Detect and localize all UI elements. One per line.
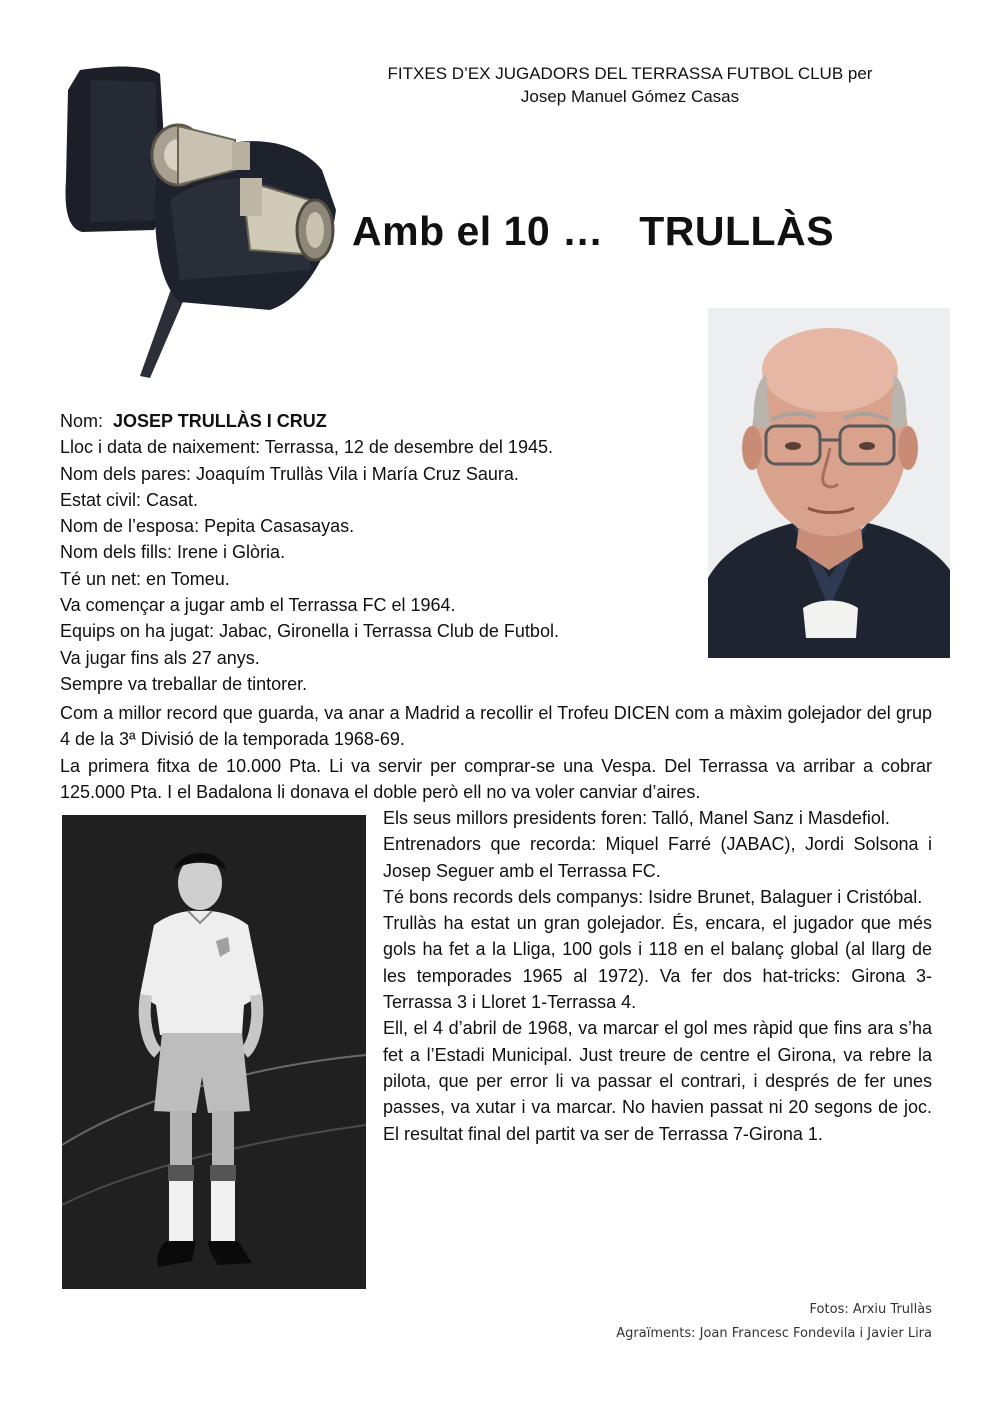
name-row bbox=[60, 408, 700, 434]
info-line: Va començar a jugar amb el Terrassa FC el 1964. bbox=[60, 595, 456, 616]
paragraph-entrenadors: Entrenadors que recorda: Miquel Farré (JABAC), Jordi Solsona i Josep Seguer amb el Terrassa FC. bbox=[383, 834, 932, 881]
header-line-2: Josep Manuel Gómez Casas bbox=[520, 87, 740, 106]
info-line: Sempre va treballar de tintorer. bbox=[60, 673, 308, 694]
name-label: Nom: bbox=[60, 411, 104, 431]
info-line: Té un net: en Tomeu. bbox=[60, 568, 230, 589]
info-line: Nom de l’esposa: Pepita Casasayas. bbox=[60, 516, 355, 537]
record-section bbox=[60, 700, 932, 805]
header-line-1: FITXES D’EX JUGADORS DEL TERRASSA FUTBOL CLUB per bbox=[387, 64, 873, 83]
paragraph-gol-rapid: Ell, el 4 d’abril de 1968, va marcar el gol mes ràpid que fins ara s’ha fet a l’Estadi Municipal. Just treure de centre el Girona, va rebre la pilota, que per error li va passar el contrari, i després de fer unes passes, va xutar i va marcar. No havien passat ni 20 segons de joc. El resultat final del partit va ser de Terrassa 7-Girona 1. bbox=[383, 1018, 932, 1144]
paragraph-companys: Té bons records dels companys: Isidre Brunet, Balaguer i Cristóbal. bbox=[383, 886, 923, 907]
paragraph-fitxa: La primera fitxa de 10.000 Pta. Li va servir per comprar-se una Vespa. Del Terrassa va arribar a cobrar 125.000 Pta. I el Badalona li donava el doble però ell no va voler canviar d’aires. bbox=[60, 755, 932, 802]
megaphone-speaker-icon bbox=[60, 60, 350, 380]
credits bbox=[412, 1298, 932, 1346]
paragraph-golejador: Trullàs ha estat un gran golejador. És, encara, el jugador que més gols ha fet a la Lliga, 100 gols i 118 en el balanç global (al llarg de les temporades 1965 al 1972). Va fer dos hat-tricks: Girona 3-Terrassa 3 i Lloret 1-Terrassa 4. bbox=[383, 913, 932, 1013]
paragraph-presidents: Els seus millors presidents foren: Talló, Manel Sanz i Masdefiol. bbox=[383, 808, 890, 828]
career-section bbox=[383, 805, 932, 1147]
credits-agraiments: Agraïments: Joan Francesc Fondevila i Javier Lira bbox=[616, 1326, 932, 1341]
info-line: Va jugar fins als 27 anys. bbox=[60, 647, 260, 668]
page-title: Amb el 10 … TRULLÀS bbox=[352, 208, 835, 254]
info-line: Nom dels pares: Joaquím Trullàs Vila i María Cruz Saura. bbox=[60, 463, 519, 484]
name-value: JOSEP TRULLÀS I CRUZ bbox=[113, 411, 327, 431]
info-line: Lloc i data de naixement: Terrassa, 12 de desembre del 1945. bbox=[60, 437, 553, 458]
player-photo bbox=[62, 815, 366, 1289]
info-line: Equips on ha jugat: Jabac, Gironella i Terrassa Club de Futbol. bbox=[60, 621, 559, 642]
header bbox=[340, 62, 920, 108]
portrait-photo bbox=[708, 308, 950, 658]
paragraph-record: Com a millor record que guarda, va anar a Madrid a recollir el Trofeu DICEN com a màxim golejador del grup 4 de la 3ª Divisió de la temporada 1968-69. bbox=[60, 703, 932, 750]
credits-fotos: Fotos: Arxiu Trullàs bbox=[809, 1302, 932, 1317]
personal-info bbox=[60, 408, 700, 697]
info-line: Nom dels fills: Irene i Glòria. bbox=[60, 542, 286, 563]
info-line: Estat civil: Casat. bbox=[60, 489, 199, 510]
